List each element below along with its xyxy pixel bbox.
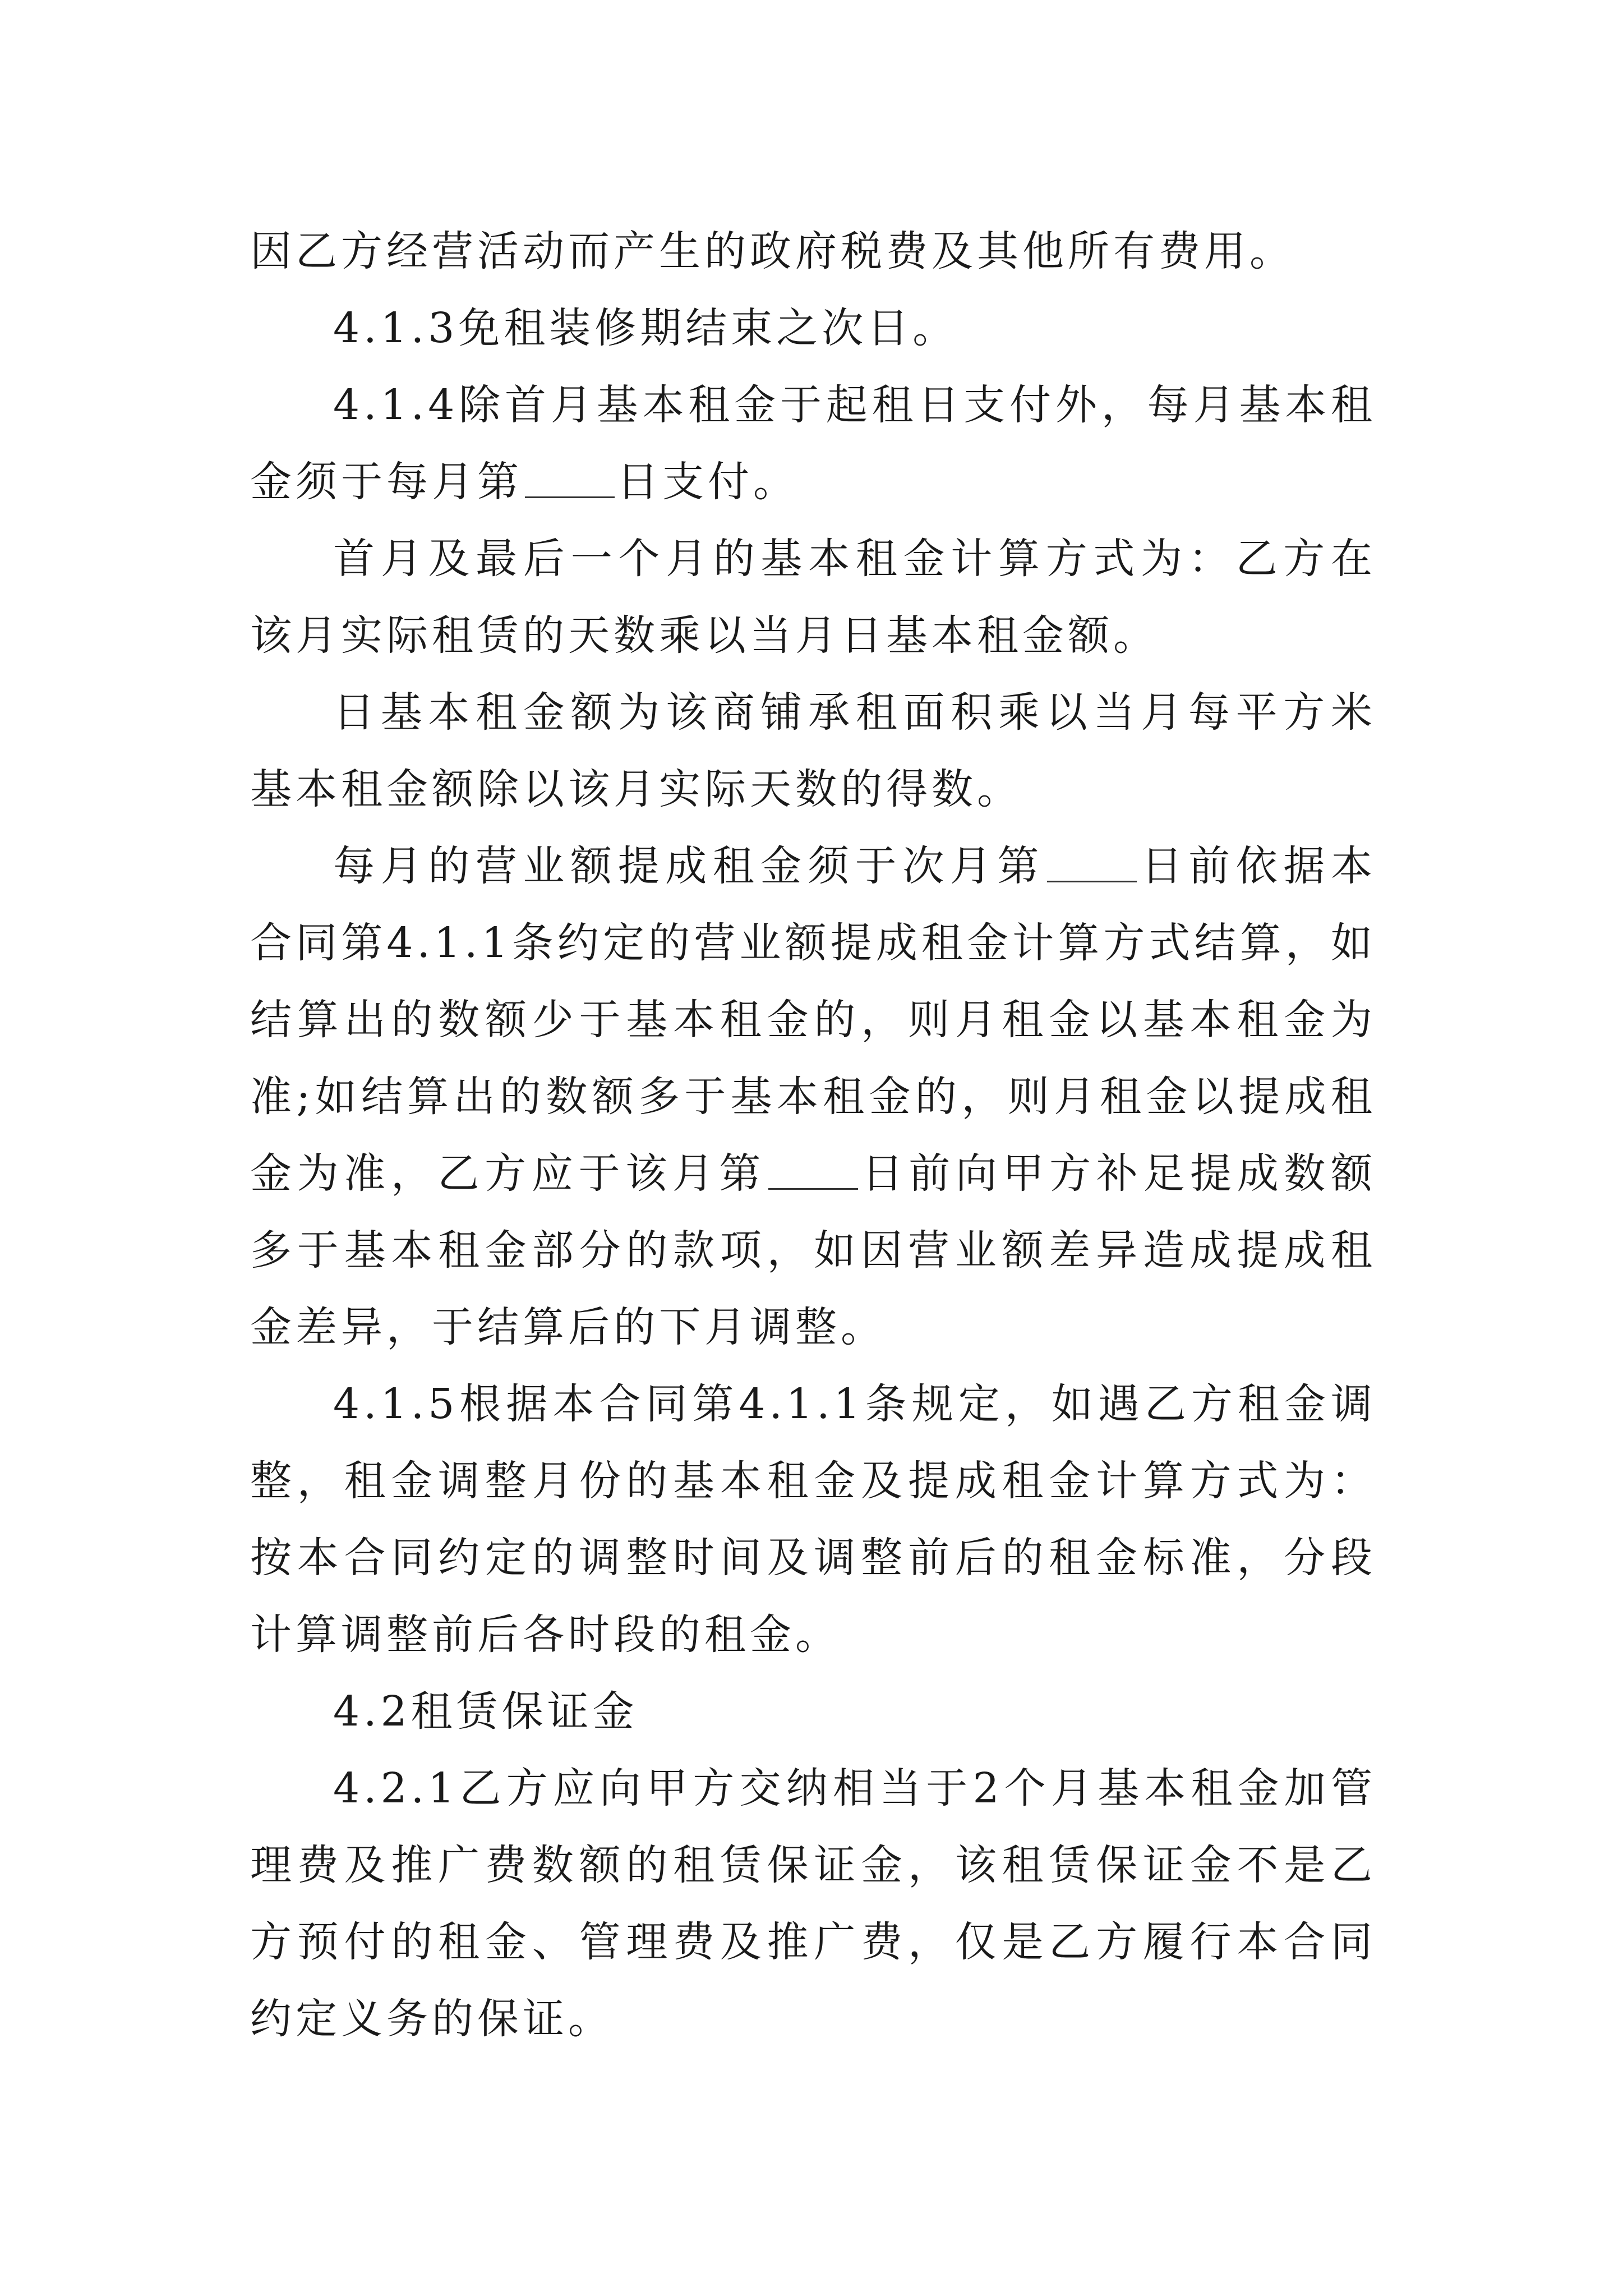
fill-in-blank	[768, 1149, 858, 1190]
paragraph-text: 每月的营业额提成租金须于次月第	[333, 842, 1045, 890]
paragraph-text: 日基本租金额为该商铺承租面积乘以当月每平方米基本租金额除以该月实际天数的得数。	[250, 688, 1376, 813]
paragraph-clause-4-1-5	[250, 1366, 1376, 1673]
fill-in-blank	[1047, 841, 1137, 882]
paragraph-continuation	[250, 213, 1376, 290]
paragraph-first-last-month	[250, 521, 1376, 674]
paragraph-text: 日支付。	[617, 458, 799, 506]
paragraph-daily-rent	[250, 674, 1376, 828]
section-heading-4-2	[250, 1673, 1376, 1750]
paragraph-text: 首月及最后一个月的基本租金计算方式为：乙方在该月实际租赁的天数乘以当月日基本租金额。	[250, 535, 1376, 660]
paragraph-text: 4.1.4除首月基本租金于起租日支付外，每月基本租金须于每月第	[250, 381, 1376, 506]
paragraph-text: 4.2.1乙方应向甲方交纳相当于2个月基本租金加管理费及推广费数额的租赁保证金，该租赁保证金不是乙方预付的租金、管理费及推广费，仅是乙方履行本合同约定义务的保证。	[250, 1764, 1376, 2043]
paragraph-text: 因乙方经营活动而产生的政府税费及其他所有费用。	[250, 227, 1295, 275]
paragraph-text: 日前向甲方补足提成数额多于基本租金部分的款项，如因营业额差异造成提成租金差异，于结算后的下月调整。	[250, 1149, 1376, 1351]
paragraph-clause-4-1-3	[250, 290, 1376, 367]
paragraph-clause-4-2-1	[250, 1750, 1376, 2058]
paragraph-text: 日前依据本合同第4.1.1条约定的营业额提成租金计算方式结算，如结算出的数额少于基本租金的，则月租金以基本租金为准;如结算出的数额多于基本租金的，则月租金以提成租金为准，乙方应于该月第	[250, 842, 1376, 1198]
document-body	[250, 213, 1376, 2058]
paragraph-text: 4.2租赁保证金	[333, 1687, 638, 1736]
fill-in-blank	[525, 457, 615, 498]
paragraph-text: 4.1.5根据本合同第4.1.1条规定，如遇乙方租金调整，租金调整月份的基本租金及提成租金计算方式为：按本合同约定的调整时间及调整前后的租金标准，分段计算调整前后各时段的租金。	[250, 1380, 1376, 1659]
paragraph-turnover-rent	[250, 828, 1376, 1366]
paragraph-text: 4.1.3免租装修期结束之次日。	[333, 304, 958, 352]
paragraph-clause-4-1-4	[250, 367, 1376, 521]
